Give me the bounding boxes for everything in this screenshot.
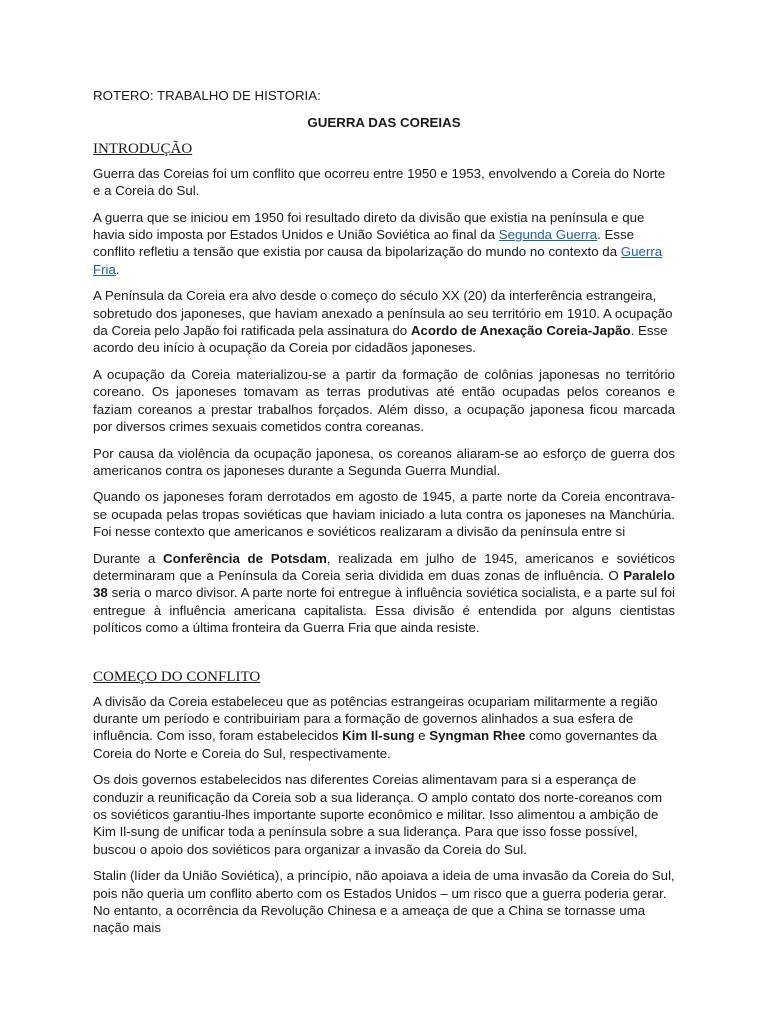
- bold-term: Syngman Rhee: [429, 728, 526, 744]
- paragraph: [93, 693, 675, 763]
- paragraph: A ocupação da Coreia materializou-se a partir da formação de colônias japonesas no território coreano. Os japoneses tomavam as terras produtivas até então ocupadas pelos coreanos e faziam coreanos a prestar trabalhos forçados. Além disso, a ocupação japonesa ficou marcada por diversos crimes sexuais cometidos contra coreanas.: [93, 366, 675, 435]
- paragraph-text: como governantes da Coreia do Norte e Coreia do Sul, respectivamente.: [93, 728, 657, 761]
- paragraph-text: . Esse acordo deu início à ocupação da Coreia por cidadãos japoneses.: [93, 323, 668, 356]
- paragraph-text: , realizada em julho de 1945, americanos e soviéticos determinaram que a Península da Coreia seria dividida em duas zonas de influência. O: [93, 550, 675, 583]
- paragraph-text: A divisão da Coreia estabeleceu que as potências estrangeiras ocupariam militarmente a região durante um período e contribuiriam para a formação de governos alinhados a sua esfera de influência. Com isso, foram estabelecidos: [93, 693, 658, 744]
- paragraph: Stalin (líder da União Soviética), a princípio, não apoiava a ideia de uma invasão da Coreia do Sul, pois não queria um conflito aberto com os Estados Unidos – um risco que a guerra poderia gerar. No entanto, a ocorrência da Revolução Chinesa e a ameaça de que a China se tornasse uma nação mais: [93, 868, 675, 936]
- bold-term: Conferência de Potsdam: [163, 550, 327, 566]
- paragraph: Quando os japoneses foram derrotados em agosto de 1945, a parte norte da Coreia encontrava-se ocupada pelas tropas soviéticas que haviam iniciado a luta contra os japoneses na Manchúria. Foi nesse contexto que americanos e soviéticos realizaram a divisão da península entre si: [93, 489, 675, 540]
- paragraph: [93, 287, 675, 357]
- paragraph-text: .: [115, 261, 120, 277]
- paragraph: Por causa da violência da ocupação japonesa, os coreanos aliaram-se ao esforço de guerra dos americanos contra os japoneses durante a Segunda Guerra Mundial.: [93, 445, 675, 478]
- document-title: GUERRA DAS COREIAS: [307, 115, 461, 131]
- bold-term: Acordo de Anexação Coreia-Japão: [410, 323, 631, 339]
- paragraph: [93, 209, 675, 279]
- link-guerra-fria[interactable]: Guerra Fria: [93, 244, 663, 277]
- bold-term: Kim Il-sung: [342, 728, 415, 744]
- document-header: ROTERO: TRABALHO DE HISTORIA:: [93, 88, 321, 103]
- spacer: [93, 646, 675, 668]
- bold-term: Paralelo 38: [93, 567, 675, 601]
- paragraph: Guerra das Coreias foi um conflito que ocorreu entre 1950 e 1953, envolvendo a Coreia do Norte e a Coreia do Sul.: [93, 165, 666, 199]
- paragraph-text: . Esse conflito refletiu a tensão que existia por causa da bipolarização do mundo no contexto da: [93, 227, 635, 260]
- paragraph-text: Durante a: [93, 550, 164, 566]
- paragraph: Os dois governos estabelecidos nas diferentes Coreias alimentavam para si a esperança de conduzir a reunificação da Coreia sob a sua liderança. O amplo contato dos norte-coreanos com os soviéticos garantiu-lhes importante suporte econômico e militar. Isso alimentou a ambição de Kim Il-sung de unificar toda a península sobre a sua liderança. Para que isso fosse possível, buscou o apoio dos soviéticos para organizar a invasão da Coreia do Sul.: [93, 772, 663, 857]
- section-heading-comeco-do-conflito: COMEÇO DO CONFLITO: [93, 668, 261, 685]
- paragraph-text: e: [414, 728, 430, 744]
- link-segunda-guerra[interactable]: Segunda Guerra: [498, 227, 598, 243]
- paragraph-text: A Península da Coreia era alvo desde o começo do século XX (20) da interferência estrangeira, sobretudo dos japoneses, que haviam anexado a península ao seu território em 1910. A ocupação da Coreia pelo Japão foi ratificada pela assinatura do: [93, 288, 673, 339]
- section-heading-introducao: INTRODUÇÃO: [93, 140, 193, 157]
- paragraph-text: seria o marco divisor. A parte norte foi entregue à influência soviética socialista, e a parte sul foi entregue à influência americana capitalista. Essa divisão é entendida por alguns cientistas políticos como a última fronteira da Guerra Fria que ainda resiste.: [93, 585, 675, 636]
- paragraph-text: A guerra que se iniciou em 1950 foi resultado direto da divisão que existia na península e que havia sido imposta por Estados Unidos e União Soviética ao final da: [93, 209, 645, 243]
- paragraph: [93, 550, 675, 637]
